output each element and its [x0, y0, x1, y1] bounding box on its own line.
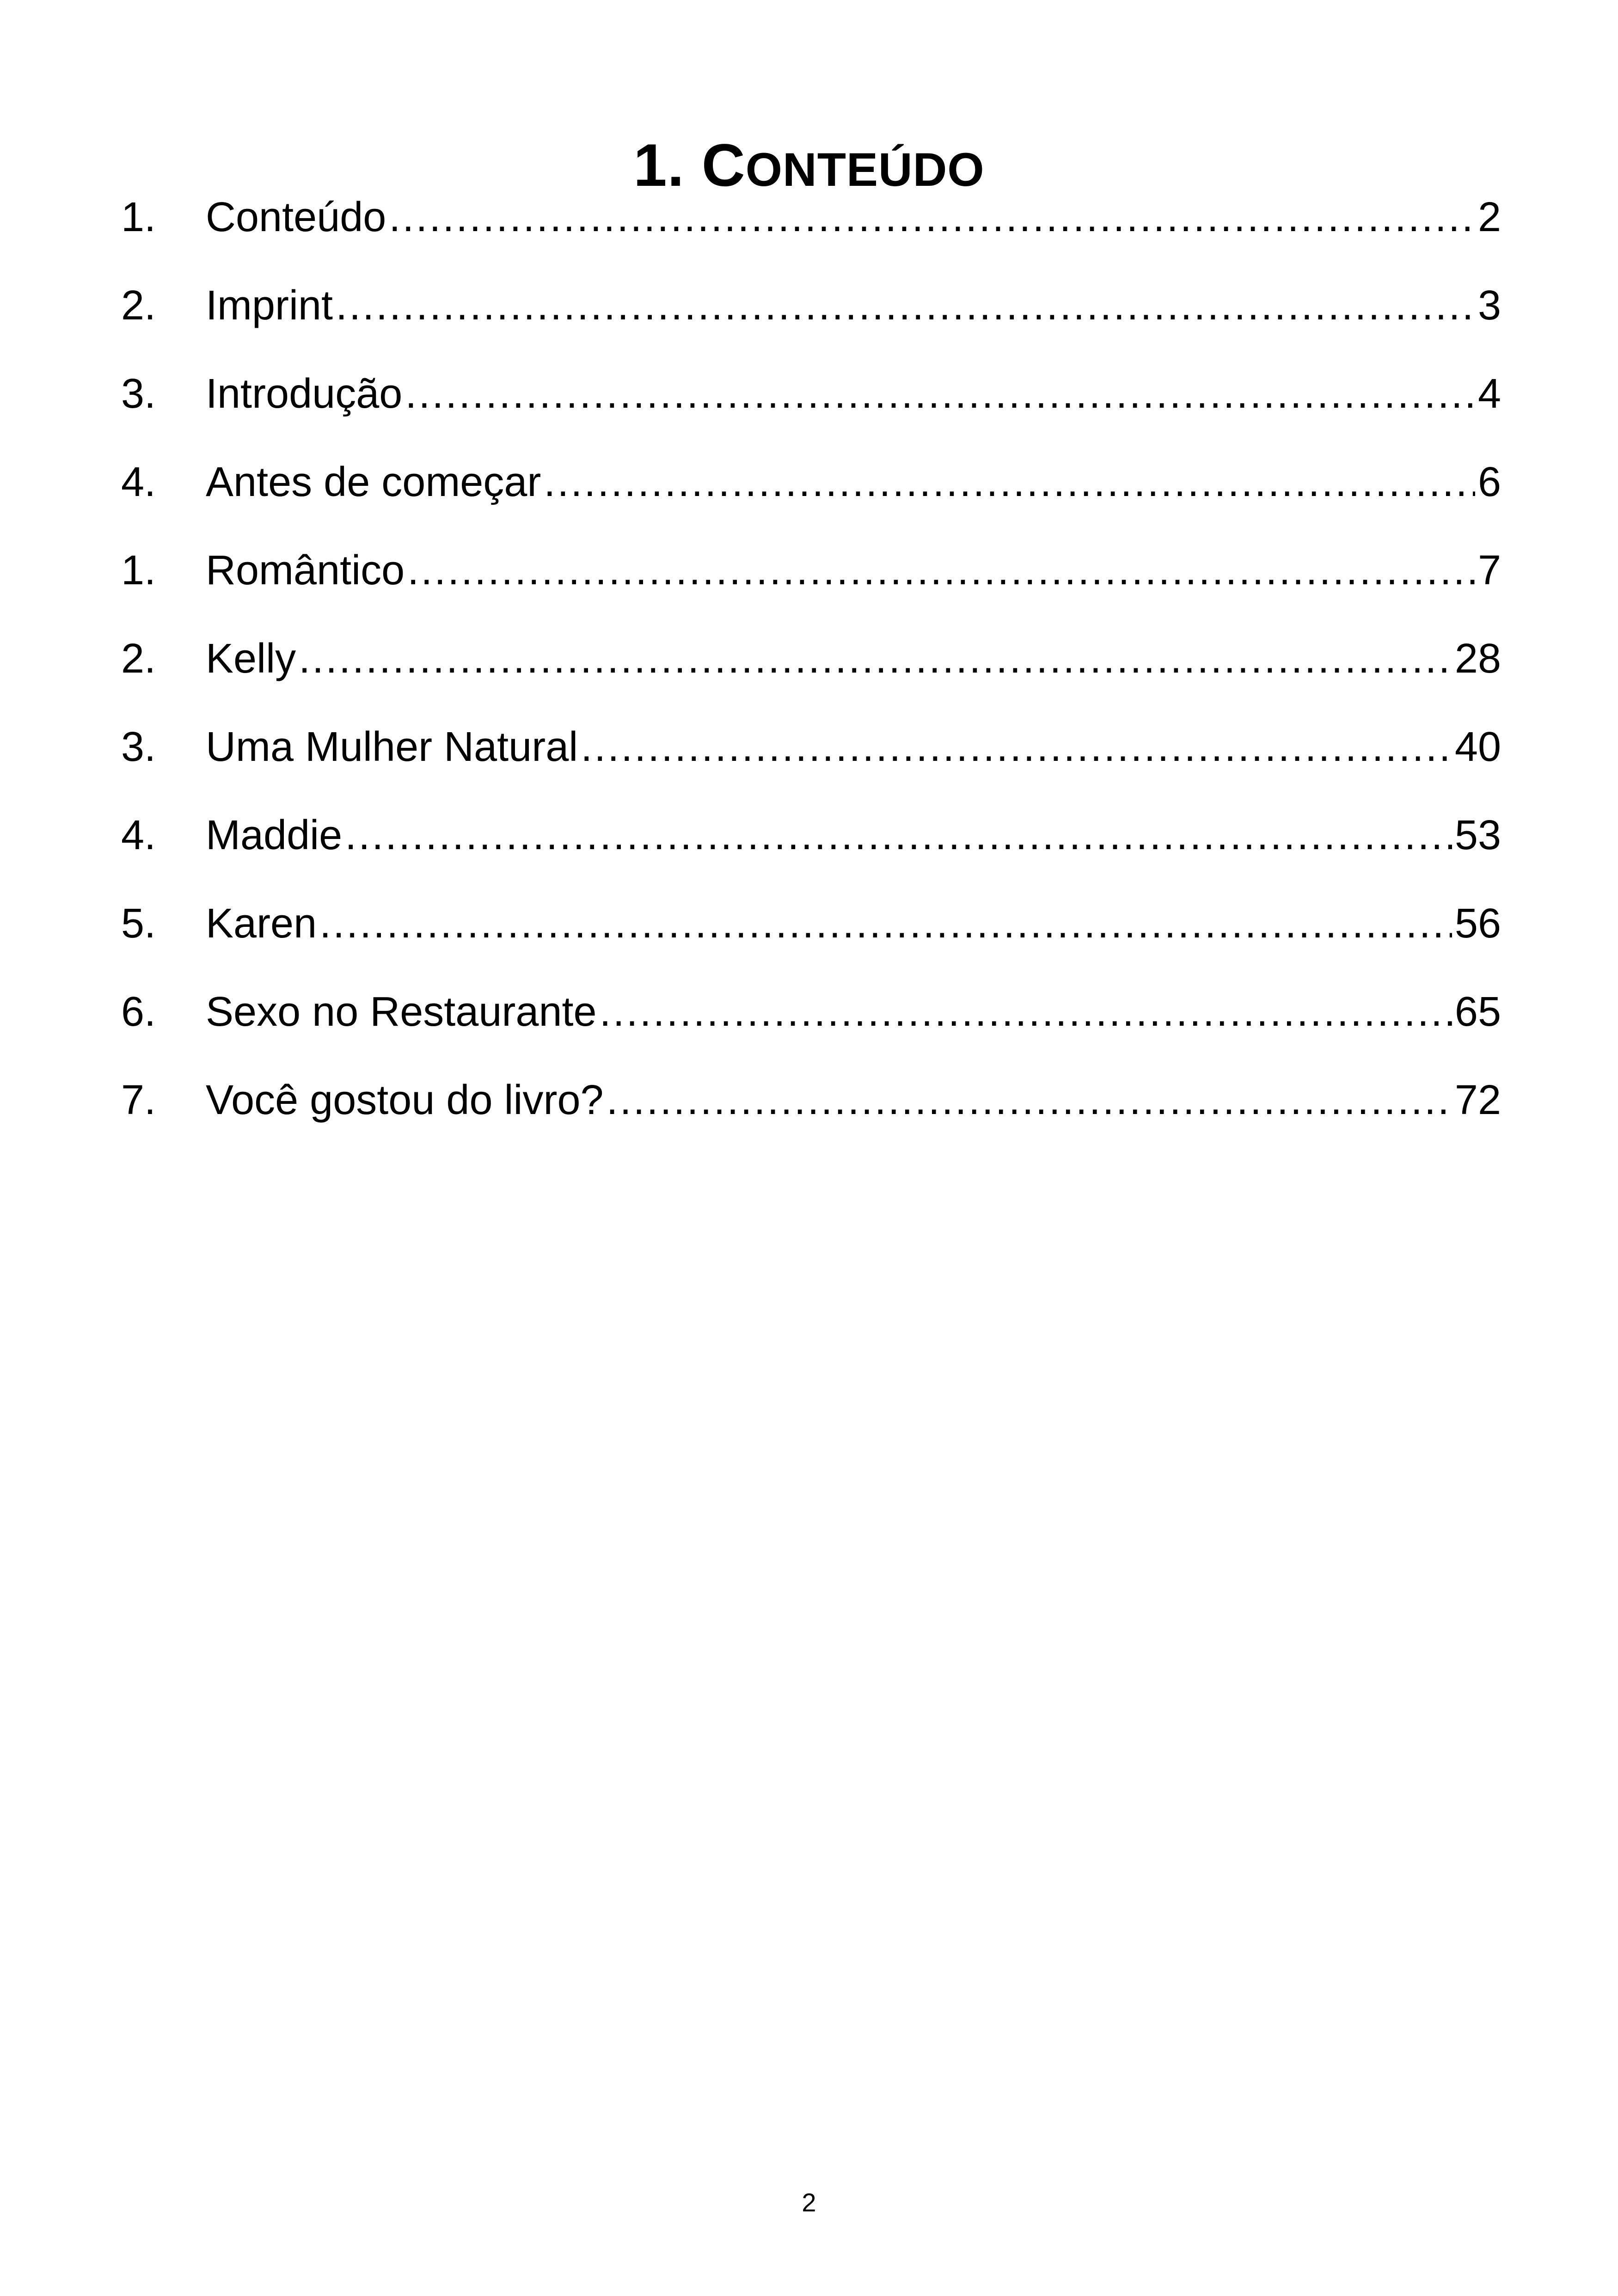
toc-entry-label: Uma Mulher Natural — [206, 724, 578, 770]
toc-entry-label: Conteúdo — [206, 194, 386, 240]
toc-dot-leader — [389, 192, 1475, 243]
toc-entry-number: 1. — [121, 547, 156, 594]
toc-entry-page: 28 — [1454, 636, 1501, 682]
footer-page-number: 2 — [802, 2188, 816, 2217]
toc-entry-page: 53 — [1454, 812, 1501, 858]
toc-dot-leader — [319, 898, 1452, 949]
toc-entry-page: 65 — [1454, 989, 1501, 1035]
toc-entry-page: 2 — [1477, 194, 1501, 240]
toc-entry-number: 3. — [121, 724, 156, 770]
toc-entry-page: 40 — [1454, 724, 1501, 770]
toc-entry-number: 6. — [121, 989, 156, 1035]
toc-entry-page: 56 — [1454, 900, 1501, 947]
toc-entry-number: 5. — [121, 900, 156, 947]
toc-entry-page: 3 — [1477, 282, 1501, 329]
table-of-contents — [121, 192, 1501, 1163]
toc-entry-page: 7 — [1477, 547, 1501, 594]
toc-dot-leader — [600, 986, 1452, 1037]
toc-entry-label: Kelly — [206, 636, 296, 682]
toc-entry-label: Sexo no Restaurante — [206, 989, 597, 1035]
toc-entry[interactable] — [121, 722, 1501, 810]
toc-entry[interactable] — [121, 280, 1501, 368]
toc-entry-page: 4 — [1477, 371, 1501, 417]
toc-entry[interactable] — [121, 457, 1501, 545]
toc-entry-label: Introdução — [206, 371, 403, 417]
toc-entry-number: 2. — [121, 282, 156, 329]
toc-entry-number: 3. — [121, 371, 156, 417]
toc-entry[interactable] — [121, 1075, 1501, 1163]
toc-dot-leader — [336, 280, 1475, 331]
toc-entry-page: 72 — [1454, 1077, 1501, 1123]
toc-entry-number: 4. — [121, 459, 156, 505]
heading-first-letter: C — [701, 131, 746, 199]
toc-entry[interactable] — [121, 545, 1501, 633]
toc-entry-page: 6 — [1477, 459, 1501, 505]
toc-entry-number: 2. — [121, 636, 156, 682]
toc-entry[interactable] — [121, 986, 1501, 1075]
toc-dot-leader — [581, 722, 1452, 772]
toc-entry[interactable] — [121, 633, 1501, 722]
toc-entry[interactable] — [121, 810, 1501, 898]
toc-entry[interactable] — [121, 192, 1501, 280]
toc-entry-label: Karen — [206, 900, 317, 947]
toc-entry-number: 4. — [121, 812, 156, 858]
toc-dot-leader — [607, 1075, 1452, 1126]
toc-dot-leader — [405, 368, 1475, 419]
toc-entry[interactable] — [121, 368, 1501, 457]
toc-entry-label: Imprint — [206, 282, 333, 329]
toc-entry-number: 1. — [121, 194, 156, 240]
toc-entry-label: Você gostou do livro? — [206, 1077, 604, 1123]
toc-entry-number: 7. — [121, 1077, 156, 1123]
toc-dot-leader — [544, 457, 1475, 508]
toc-entry-label: Antes de começar — [206, 459, 541, 505]
toc-dot-leader — [345, 810, 1452, 861]
toc-dot-leader — [407, 545, 1475, 596]
heading-rest: ONTEÚDO — [745, 143, 985, 196]
toc-entry-label: Romântico — [206, 547, 405, 594]
toc-entry[interactable] — [121, 898, 1501, 986]
toc-dot-leader — [299, 633, 1452, 684]
heading-number: 1. — [633, 131, 685, 199]
toc-entry-label: Maddie — [206, 812, 343, 858]
